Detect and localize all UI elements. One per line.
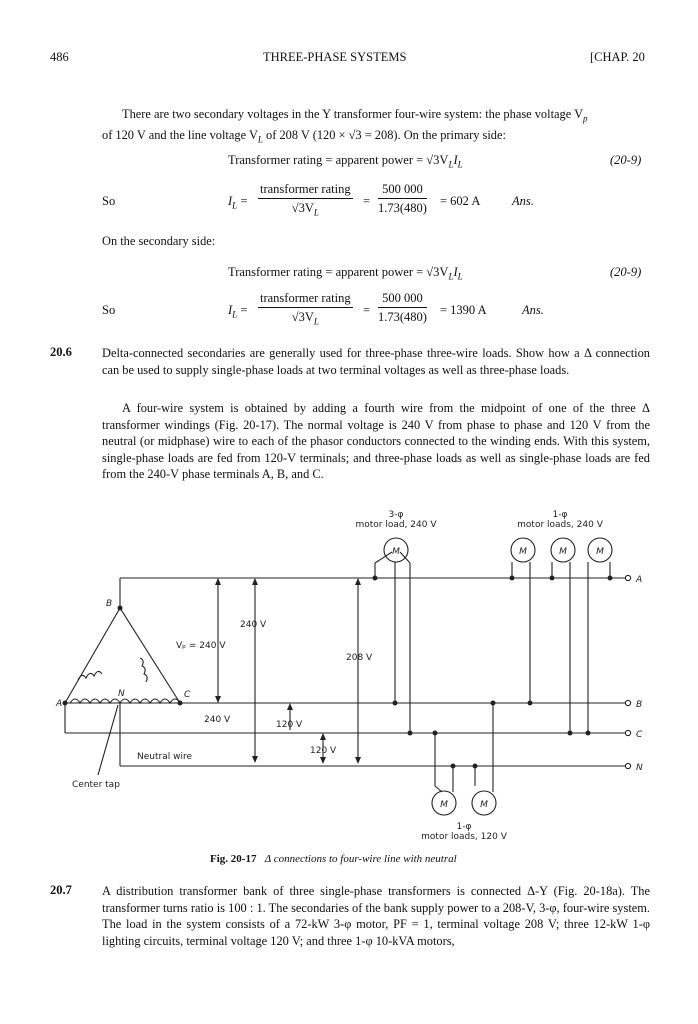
secondary-lhs: $I_L$ = (228, 303, 248, 320)
secondary-rating-equation: Transformer rating = apparent power = $√3V_LI_L$ (228, 265, 463, 282)
label-208v: 208 V (346, 653, 373, 663)
primary-so: So (102, 194, 116, 208)
motor-label-120-2: M (480, 800, 488, 810)
secondary-equals: = (363, 303, 371, 317)
figure-20-17-diagram (0, 500, 698, 845)
label-120v-a: 120 V (276, 720, 303, 730)
intro-line2a: of 120 V and the line voltage V (102, 128, 258, 143)
label-3phase-sub: motor load, 240 V (355, 520, 437, 530)
primary-eq-tag: (20-9) (610, 153, 642, 167)
problem-20-6-question: Delta-connected secondaries are generally used for three-phase three-wire loads. Show how a Δ connection can be used to supply single-phase loads at two terminal voltages as well as three-phase loads. (102, 346, 650, 377)
secondary-ans: Ans. (522, 303, 544, 317)
label-1phase-120-sub: motor loads, 120 V (421, 832, 507, 842)
terminal-B: B (636, 700, 643, 710)
secondary-fraction-1: transformer rating $√3V_L$ (260, 291, 351, 327)
intro-line2b: of 208 V (120 × √3 = 208). On the primary side: (266, 128, 506, 143)
terminal-C: C (636, 730, 643, 740)
terminal-N: N (636, 763, 643, 773)
label-120v-b: 120 V (310, 746, 337, 756)
primary-result: = 602 A (440, 194, 481, 208)
secondary-eq-tag: (20-9) (610, 265, 642, 279)
delta-node-N: N (118, 689, 125, 699)
motor-label-240-1: M (519, 547, 527, 557)
caption-text: Δ connections to four-wire line with neutral (264, 853, 457, 865)
secondary-eq-text: Transformer rating = apparent power = √3V (228, 265, 449, 279)
primary-rating-equation: Transformer rating = apparent power = $√3V_LI_L$ (228, 153, 463, 170)
motor-label-240-3: M (596, 547, 604, 557)
secondary-so: So (102, 303, 116, 317)
intro-paragraph (102, 106, 650, 148)
delta-node-B: B (106, 599, 113, 609)
motor-label-120-1: M (440, 800, 448, 810)
label-1phase-240: 1-φ (552, 510, 568, 520)
label-center-tap: Center tap (72, 780, 120, 790)
problem-20-7-text: A distribution transformer bank of three single-phase transformers is connected Δ-Y (Fig. 20-18a). The transformer turns ratio is 100 : 1. The secondaries of the bank supply power to a 208-V, 3-φ, four-wire system. The load in the system consists of a 72-kW 3-φ motor, PF = 1, terminal voltage 208 V; three 12-kW 1-φ lighting circuits, terminal voltage 120 V; and three 1-φ 10-kVA motors, (102, 884, 650, 948)
primary-equals: = (363, 194, 371, 208)
primary-fraction-1: transformer rating $√3V_L$ (260, 182, 351, 218)
secondary-side-label: On the secondary side: (102, 234, 216, 248)
label-240v-bottom: 240 V (204, 715, 231, 725)
primary-lhs: $I_L$ = (228, 194, 248, 211)
terminal-A: A (636, 575, 643, 585)
label-1phase-240-sub: motor loads, 240 V (517, 520, 603, 530)
figure-caption (210, 853, 457, 865)
label-vp: Vₚ = 240 V (176, 641, 226, 651)
delta-node-C: C (184, 690, 191, 700)
chapter-label: [CHAP. 20 (590, 50, 645, 64)
label-3phase: 3-φ (388, 510, 404, 520)
delta-node-A: A (56, 699, 63, 709)
primary-eq-text: Transformer rating = apparent power = √3V (228, 153, 449, 167)
label-240v-top: 240 V (240, 620, 267, 630)
problem-20-6-number: 20.6 (50, 345, 72, 359)
primary-ans: Ans. (512, 194, 534, 208)
intro-line1: There are two secondary voltages in the Y transformer four-wire system: the phase voltage V (122, 107, 584, 121)
problem-20-7-number: 20.7 (50, 883, 72, 897)
caption-label: Fig. 20-17 (210, 853, 257, 865)
intro-sub-p: p (583, 113, 588, 124)
running-title: THREE-PHASE SYSTEMS (263, 50, 407, 64)
label-1phase-120: 1-φ (456, 822, 472, 832)
page-number: 486 (50, 50, 69, 64)
label-neutral-wire: Neutral wire (137, 752, 192, 762)
motor-label-3phase: M (392, 547, 400, 557)
motor-label-240-2: M (559, 547, 567, 557)
secondary-fraction-2: $\frac{500 000}{1.73(480)}$ (378, 291, 427, 324)
secondary-result: = 1390 A (440, 303, 487, 317)
intro-sub-L: L (257, 134, 263, 145)
problem-20-6-answer: A four-wire system is obtained by adding a fourth wire from the midpoint of one of the three Δ transformer windings (Fig. 20-17). The normal voltage is 240 V from phase to phase and 120 V from the neutral (or midphase) wire to each of the phasor conductors connected to the winding ends. With this system, single-phase loads are fed from 120-V terminals; and three-phase loads as well as single-phase loads are fed from the 240-V phase terminals A, B, and C. (102, 401, 650, 482)
primary-fraction-2: $\frac{500 000}{1.73(480)}$ (378, 182, 427, 215)
